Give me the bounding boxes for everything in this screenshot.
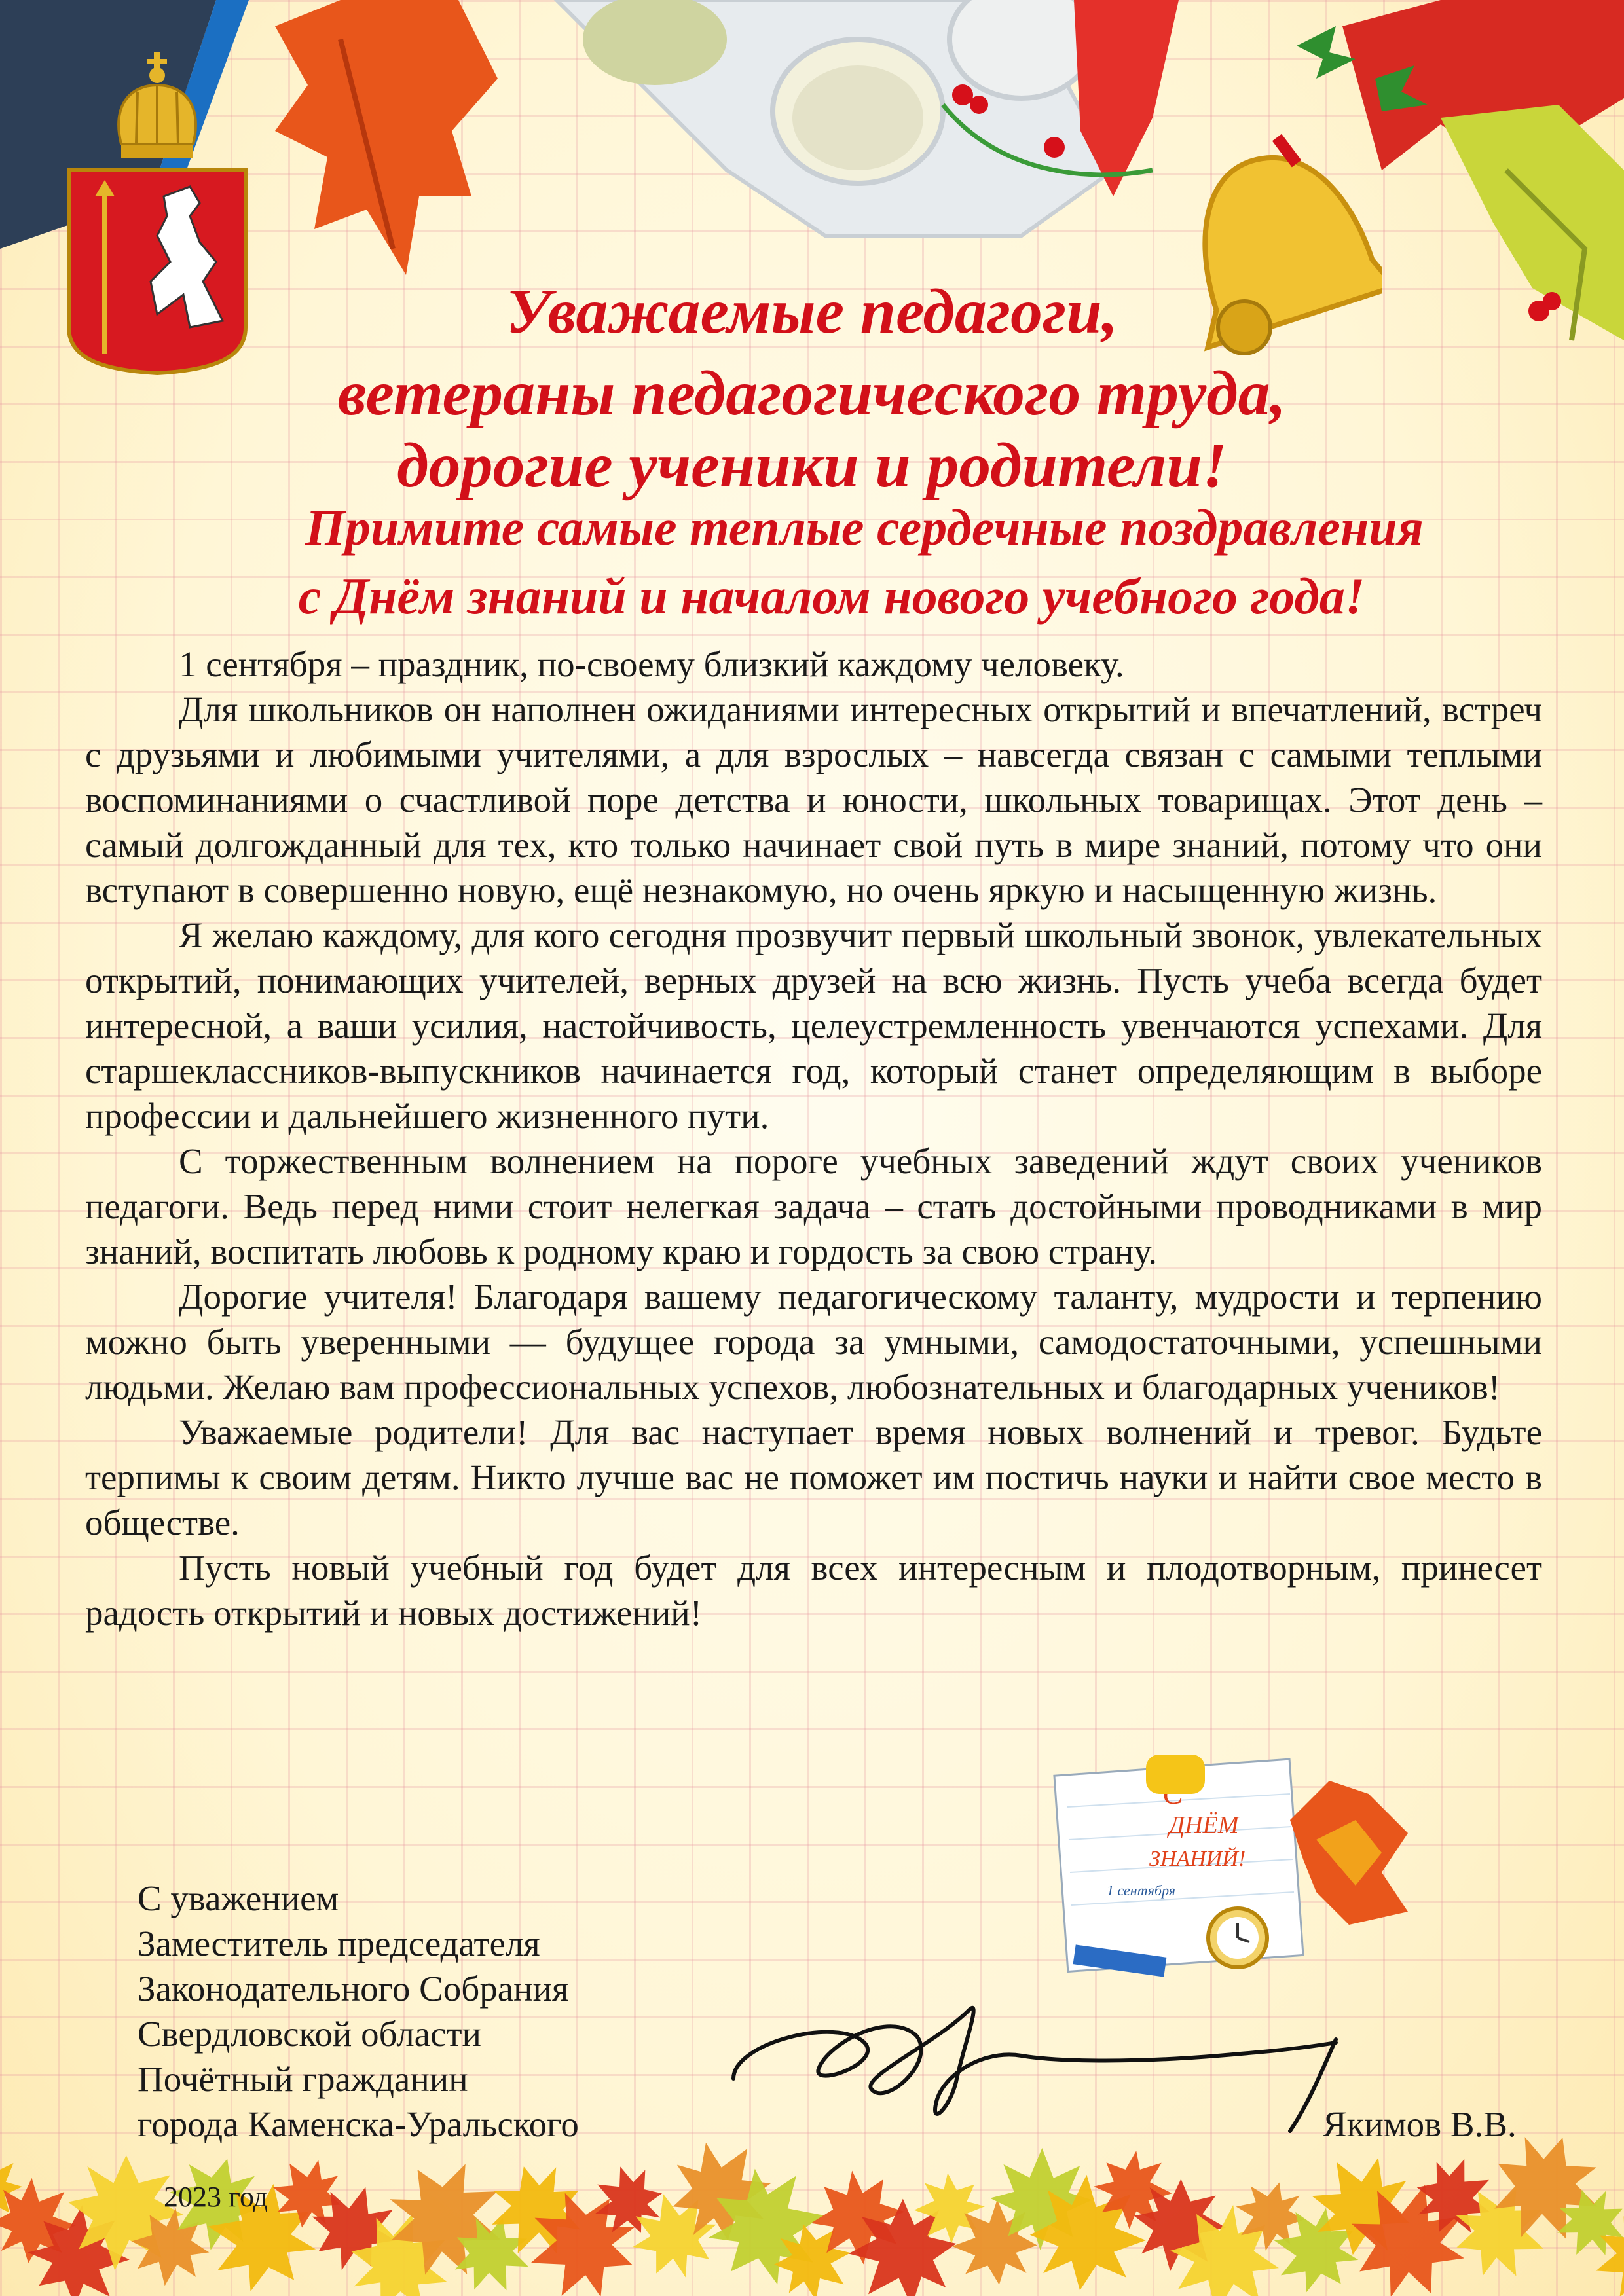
paragraph-7: Пусть новый учебный год будет для всех интересным и плодотворным, принесет радость открытий и новых достижений! <box>85 1548 1542 1633</box>
signature-line-6: города Каменска-Уральского <box>138 2104 579 2144</box>
paragraph-3: Я желаю каждому, для кого сегодня прозвучит первый школьный звонок, увлекательных открытий, понимающих учителей, верных друзей на всю жизнь. Пусть учеба всегда будет интересной, а ваши усилия, настойчивость, целеустремленность увенчаются успехами. Для старшеклассников-выпускников начинается год, который станет определяющим в выборе профессии и дальнейшего жизненного пути. <box>85 915 1542 1136</box>
maple-leaf-orange <box>275 0 498 275</box>
year-label: 2023 год <box>164 2181 268 2213</box>
signature-block <box>138 1876 579 2147</box>
signature-line-1: С уважением <box>138 1878 339 1918</box>
card-title-3: ЗНАНИЙ! <box>1149 1847 1246 1871</box>
congratulation-line-2: с Днём знаний и началом нового учебного года! <box>298 568 1365 625</box>
greeting-heading-line-2: ветераны педагогического труда, <box>337 358 1287 429</box>
greeting-heading-line-3: дорогие ученики и родители! <box>396 430 1228 501</box>
letter-body <box>85 642 1542 1635</box>
signature-line-3: Законодательного Собрания <box>138 1969 569 2009</box>
paragraph-6: Уважаемые родители! Для вас наступает время новых волнений и тревог. Будьте терпимы к своим детям. Никто лучше вас не поможет им постичь науки и найти свое место в обществе. <box>85 1412 1542 1542</box>
paint-palette <box>557 0 1113 236</box>
paragraph-1: 1 сентября – праздник, по-своему близкий каждому человеку. <box>179 644 1124 684</box>
handwritten-signature <box>720 1971 1362 2134</box>
card-title-2: ДНЁМ <box>1169 1812 1239 1839</box>
paragraph-2: Для школьников он наполнен ожиданиями интересных открытий и впечатлений, встреч с друзьями и любимыми учителями, а для взрослых – навсегда связан с самыми теплыми воспоминаниями о счастливой поре детства и юности, школьных товарищах. Этот день – самый долгожданный для тех, кто только начинает свой путь в мире знаний, потому что они вступают в совершенно новую, ещё незнакомую, но очень яркую и насыщенную жизнь. <box>85 689 1542 910</box>
paragraph-5: Дорогие учителя! Благодаря вашему педагогическому таланту, мудрости и терпению можно быть уверенными — будущее города за умными, самодостаточными, успешными людьми. Желаю вам профессиональных успехов, любознательных и благодарных учеников! <box>85 1277 1542 1407</box>
congratulation-line-1: Примите самые теплые сердечные поздравления <box>305 499 1424 556</box>
card-date: 1 сентября <box>1107 1882 1176 1899</box>
paragraph-4: С торжественным волнением на пороге учебных заведений ждут своих учеников педагоги. Ведь перед ними стоит нелегкая задача – стать достойными проводниками в мир знаний, воспитать любовь к родному краю и гордость за свою страну. <box>85 1141 1542 1271</box>
signature-line-4: Свердловской области <box>138 2014 481 2054</box>
signature-line-2: Заместитель председателя <box>138 1923 540 1963</box>
day-of-knowledge-card <box>1041 1741 1421 1984</box>
signature-line-5: Почётный гражданин <box>138 2059 468 2099</box>
signer-name: Якимов В.В. <box>1323 2104 1517 2144</box>
greeting-heading-line-1: Уважаемые педагоги, <box>506 276 1118 347</box>
crown <box>119 52 196 158</box>
